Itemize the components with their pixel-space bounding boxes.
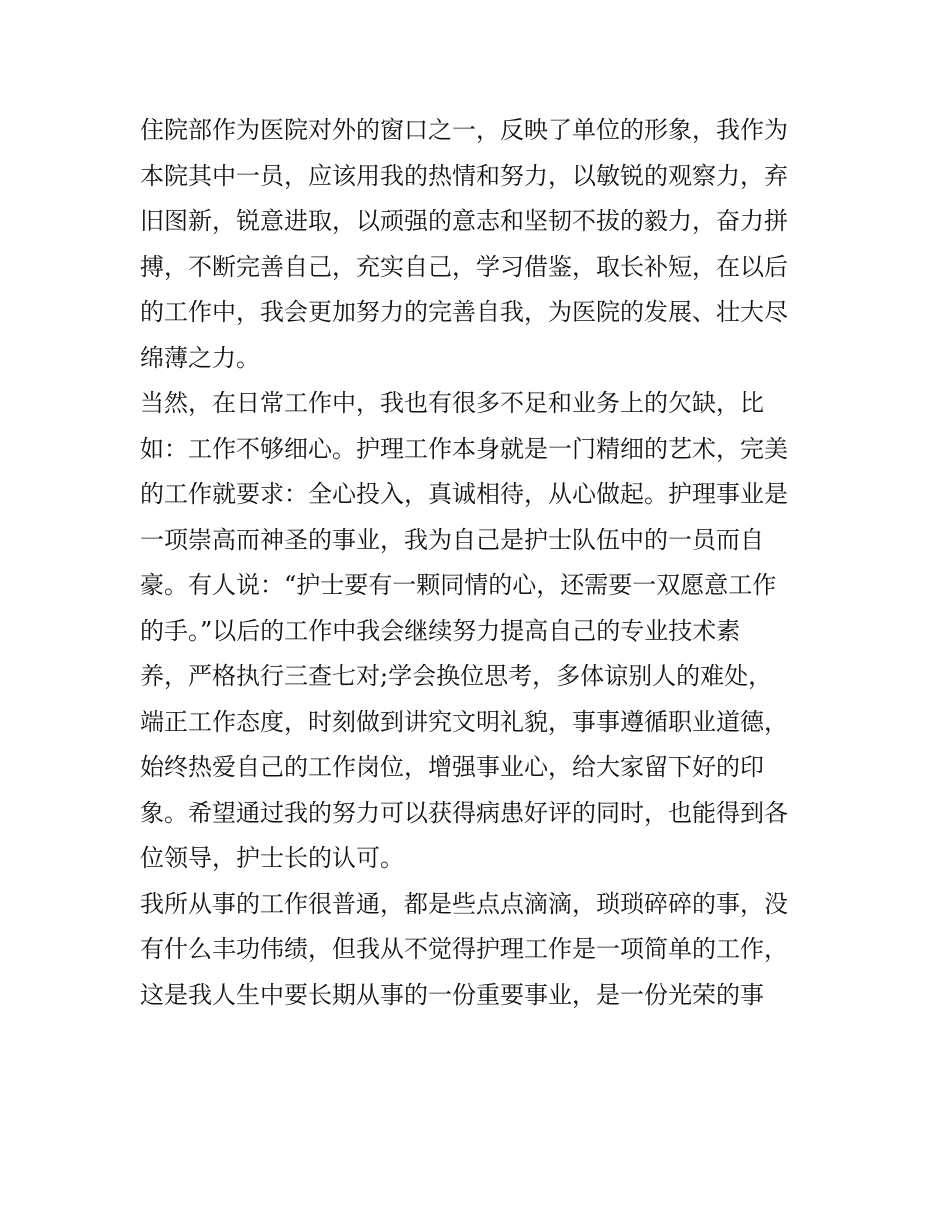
text-line: 端正工作态度，时刻做到讲究文明礼貌，事事遵循职业道德，: [140, 707, 788, 736]
text-line: 我所从事的工作很普通，都是些点点滴滴，琐琐碎碎的事，没: [140, 889, 788, 918]
text-line: 养，严格执行三查七对;学会换位思考，多体谅别人的难处，: [140, 662, 773, 690]
text-line: 始终热爱自己的工作岗位，增强事业心，给大家留下好的印: [140, 753, 764, 781]
text-line: 的工作中，我会更加努力的完善自我，为医院的发展、壮大尽: [140, 298, 788, 326]
text-line: 当然，在日常工作中，我也有很多不足和业务上的欠缺，比: [140, 389, 764, 417]
text-line: 位领导，护士长的认可。: [140, 844, 404, 872]
text-line: 有什么丰功伟绩，但我从不觉得护理工作是一项简单的工作，: [140, 935, 788, 963]
text-line: 一项崇高而神圣的事业，我为自己是护士队伍中的一员而自: [140, 525, 764, 554]
text-line: 的工作就要求：全心投入，真诚相待，从心做起。护理事业是: [140, 480, 788, 508]
text-line: 如：工作不够细心。护理工作本身就是一门精细的艺术，完美: [140, 434, 788, 463]
text-line: 搏，不断完善自己，充实自己，学习借鉴，取长补短，在以后: [140, 252, 788, 281]
text-line: 本院其中一员，应该用我的热情和努力，以敏锐的观察力，弃: [140, 161, 788, 190]
text-line: 住院部作为医院对外的窗口之一，反映了单位的形象，我作为: [140, 116, 788, 144]
text-line: 这是我人生中要长期从事的一份重要事业，是一份光荣的事: [140, 980, 764, 1009]
text-line: 豪。有人说：“护士要有一颗同情的心，还需要一双愿意工作: [140, 571, 777, 599]
text-line: 绵薄之力。: [140, 343, 260, 372]
text-line: 象。希望通过我的努力可以获得病患好评的同时，也能得到各: [140, 798, 788, 827]
text-line: 的手。”以后的工作中我会继续努力提高自己的专业技术素: [140, 616, 741, 645]
document-body: [140, 108, 820, 1018]
text-line: 旧图新，锐意进取，以顽强的意志和坚韧不拔的毅力，奋力拼: [140, 207, 788, 235]
